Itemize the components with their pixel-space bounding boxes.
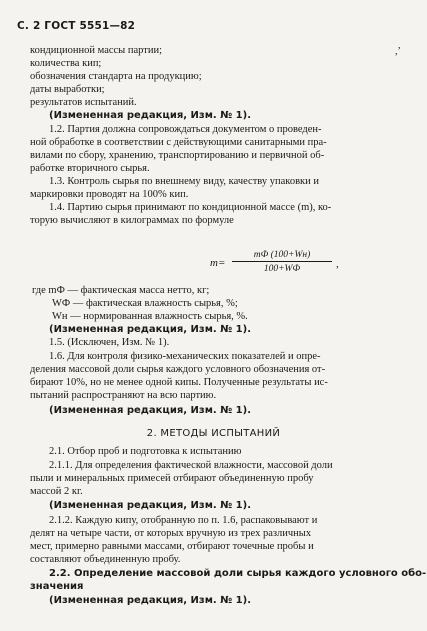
paragraph-line: торую вычисляют в килограммах по формуле [30, 215, 234, 226]
paragraph-line: ной обработке в соответствии с действующими санитарными пра- [30, 137, 327, 148]
page-header: С. 2 ГОСТ 5551—82 [17, 20, 136, 32]
where-line: где mФ — фактическая масса нетто, кг; [32, 285, 210, 296]
section-title: 2. МЕТОДЫ ИСПЫТАНИЙ [146, 428, 281, 439]
edit-note: (Измененная редакция, Изм. № 1). [49, 110, 252, 121]
where-line: WФ — фактическая влажность сырья, %; [52, 298, 238, 309]
paragraph-line: маркировки проводят на 100% кип. [30, 189, 189, 200]
paragraph-line: составляют объединенную пробу. [30, 554, 181, 565]
paragraph-line: пытаний распространяют на всю партию. [30, 390, 217, 401]
paragraph-line: мест, примерно равными массами, отбирают точечные пробы и [30, 541, 314, 552]
edit-note: (Измененная редакция, Изм. № 1). [49, 324, 252, 335]
list-item: обозначения стандарта на продукцию; [30, 71, 202, 82]
list-item: результатов испытаний. [30, 97, 137, 108]
paragraph-line: 2.1.1. Для определения фактической влажности, массовой доли [49, 460, 333, 471]
paragraph-line: пыли и минеральных примесей отбирают объединенную пробу [30, 473, 314, 484]
paragraph-line: бирают 10%, но не менее одной кипы. Полученные результаты ис- [30, 377, 328, 388]
subsection-title: 2.2. Определение массовой доли сырья каждого условного обо- [49, 568, 427, 579]
paragraph-line: 1.6. Для контроля физико-механических показателей и опре- [49, 351, 321, 362]
formula-denominator: 100+WФ [263, 264, 301, 274]
edit-note: (Измененная редакция, Изм. № 1). [49, 405, 252, 416]
paragraph-line: делят на четыре части, от которых вручную из трех различных [30, 528, 312, 539]
edit-note: (Измененная редакция, Изм. № 1). [49, 595, 252, 606]
paragraph-line: 1.3. Контроль сырья по внешнему виду, качеству упаковки и [49, 176, 320, 187]
subsection-title: значения [30, 581, 84, 592]
list-item: кондиционной массы партии; [30, 45, 162, 56]
list-item: даты выработки; [30, 84, 105, 95]
edit-note: (Измененная редакция, Изм. № 1). [49, 500, 252, 511]
paragraph-line: 1.2. Партия должна сопровождаться документом о проведен- [49, 124, 322, 135]
paragraph-line: 1.4. Партию сырья принимают по кондиционной массе (m), ко- [49, 202, 332, 213]
formula-numerator: mФ (100+Wн) [232, 250, 332, 262]
formula-fraction [232, 250, 332, 274]
list-item: количества кип; [30, 58, 102, 69]
formula-tail: , [336, 258, 339, 270]
where-line: Wн — нормированная влажность сырья, %. [52, 311, 248, 322]
paragraph-line: деления массовой доли сырья каждого условного обозначения от- [30, 364, 326, 375]
paragraph-line: массой 2 кг. [30, 486, 83, 497]
paragraph-line: 2.1.2. Каждую кипу, отобранную по п. 1.6, распаковывают и [49, 515, 318, 526]
margin-mark: ,’ [395, 46, 401, 57]
paragraph-line: 1.5. (Исключен, Изм. № 1). [49, 337, 170, 348]
paragraph-line: работке вторичного сырья. [30, 163, 150, 174]
paragraph-line: вилами по сбору, хранению, транспортированию и первичной об- [30, 150, 325, 161]
formula-lhs: m= [210, 257, 226, 269]
subsection-title: 2.1. Отбор проб и подготовка к испытанию [49, 446, 242, 457]
